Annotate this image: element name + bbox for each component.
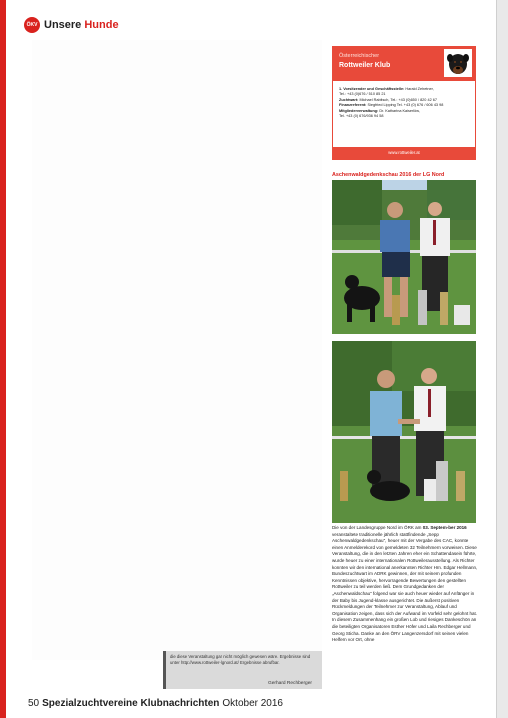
club-kicker: Österreichischer xyxy=(339,53,380,59)
club-title: Rottweiler Klub xyxy=(339,62,391,69)
section-heading xyxy=(44,19,119,31)
note-author: Gerhard Rechberger xyxy=(268,681,312,686)
section-heading-part2: Hunde xyxy=(84,19,119,31)
contact-line: Mitgliederverwaltung: Dr. Katharina Kaiserlöw, xyxy=(339,108,420,113)
page-edge-band xyxy=(0,0,6,718)
show-photo-2 xyxy=(332,341,476,523)
page-number: 50 xyxy=(28,698,40,709)
page-header xyxy=(24,16,119,34)
contact-line: Tel. +43 (0) 676/936 94 58 xyxy=(339,114,384,119)
contact-line: 1. Vorsitzender und Geschäftsstelle: Harald Zehetner, xyxy=(339,87,434,91)
page-footer xyxy=(28,698,283,709)
article-text xyxy=(332,525,478,644)
club-contacts xyxy=(339,87,471,119)
issue-month: Oktober 2016 xyxy=(222,698,283,709)
note-text: die diese Veranstaltung gar nicht möglich gewesen wäre. Ergebnisse sind unter http://www.rottweiler-lgnord.at/ Ergebnisse abrufbar. xyxy=(170,654,311,665)
contact-line: Finanzreferent: Siegfried Lipping Tel. +43 (0) 676 / 606 43 98 xyxy=(339,103,444,108)
club-website-link[interactable]: www.rottweiler.at xyxy=(333,147,475,159)
contact-line: Tel.: +43 (0)676 / 510 85 21 xyxy=(339,92,386,97)
club-info-header xyxy=(333,47,475,81)
blank-content-area xyxy=(32,40,322,660)
article-title: Aschenwaldgedenkschau 2016 der LG Nord xyxy=(332,172,445,178)
section-heading-part1: Unsere xyxy=(44,19,82,31)
show-photo-1 xyxy=(332,180,476,334)
rottweiler-head-icon xyxy=(444,49,472,77)
publication-name: Spezialzuchtvereine Klubnachrichten xyxy=(42,698,220,709)
contact-line: Zuchtwart: Michael Rabitsch, Tel.: +43 (0)650 / 820 42 67 xyxy=(339,97,437,102)
okv-logo-icon: ÖKV xyxy=(24,17,40,33)
club-info-box xyxy=(332,46,476,160)
article-paragraph: Die von der Landesgruppe Nord im ÖRK am 03. Septem-ber 2016 veranstaltete traditionelle jährlich stattfindende „Sepp Aschenwaldgedenkschau", heuer mit der Vergabe des CAC, konnte einen Anmelderekord von gemeldeten 32 Teilnehmern vorweisen. Diese Veranstaltung, die in den letzten Jahren eher ein Schattendasein führte, wurde heuer zu einer internationalen Rottweilerausstellung. Als Richter konnten wir den international anerkannten Richter Hrn. Edgar Hellmann, Bundeszuchtwart im ADRK gewinnen, der mit seinem profunden Kenntnissen objektive, hervorragende Bewertungen den gestellten Rottweiler zu teil werden ließ. Dem Grundgedanken der „Aschenwaldschau" folgend war sie auch heuer wieder auf Anfänger in der Baby bis Jugend-klasse ausgerichtet. Die äußerst positiven Rückmeldungen der Teilnehmer zur Veranstaltung, Ablauf und Organisation zeigen, dass sich der Aufwand im Vorfeld sehr gelohnt hat. In diesem Zusammenhang ein großen Lob und riesiges Dankeschön an die beteiligten Organisatoren Esther Höfer und Laila Rechberger und Georg Sticha. Danke an den ÖRV Langenzersdorf mit seinen vielen Helfern vor Ort, ohne xyxy=(332,525,478,643)
